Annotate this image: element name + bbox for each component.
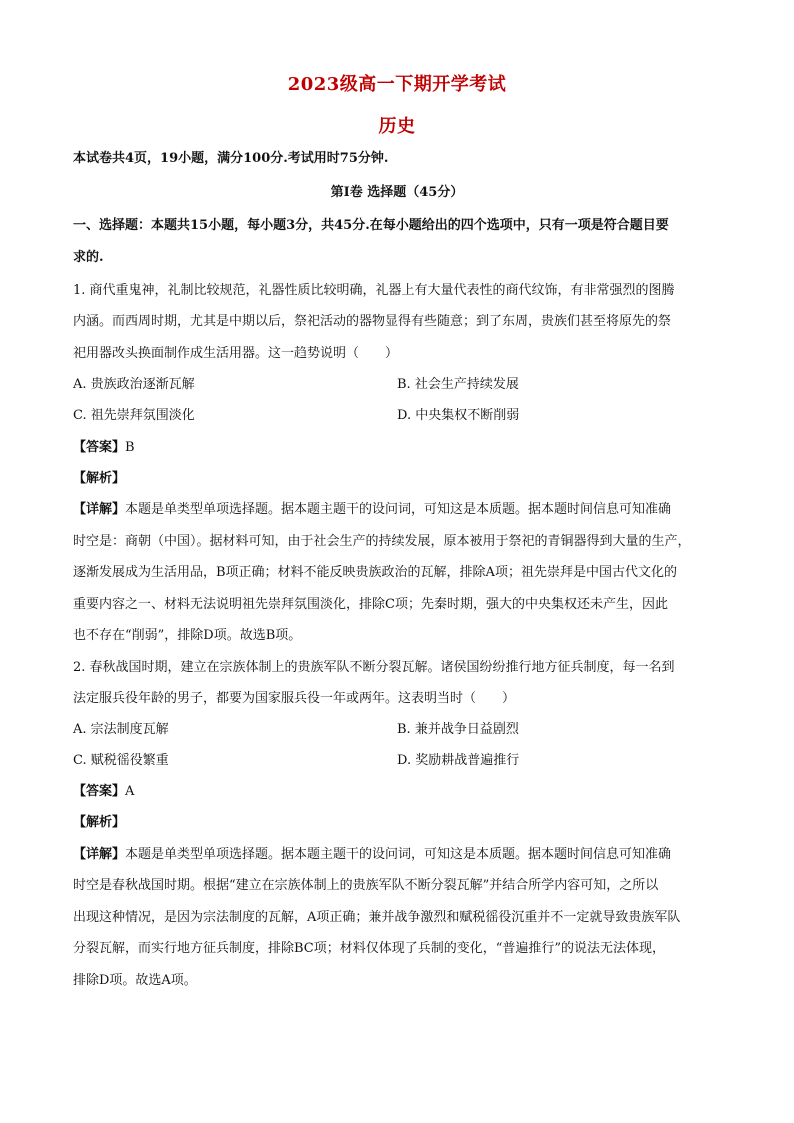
q2-analysis-tag: 【解析】 bbox=[73, 815, 126, 830]
q2-option-d: D. 奖励耕战普遍推行 bbox=[397, 753, 520, 768]
q2-detail-line-3: 出现这种情况，是因为宗法制度的瓦解，A项正确；兼并战争激烈和赋税徭役沉重并不一定就导致贵族军队 bbox=[73, 910, 681, 925]
q2-detail-line-2: 时空是春秋战国时期。根据“建立在宗族体制上的贵族军队不断分裂瓦解”并结合所学内容可知，之所以 bbox=[73, 878, 659, 893]
q1-detail-line-1 bbox=[73, 501, 733, 519]
q1-detail-line-4: 重要内容之一、材料无法说明祖先崇拜氛围淡化，排除C项；先秦时期，强大的中央集权还未产生，因此 bbox=[73, 597, 668, 612]
q1-stem-line-1: 1. 商代重鬼神，礼制比较规范，礼器性质比较明确，礼器上有大量代表性的商代纹饰，有非常强烈的图腾 bbox=[73, 283, 675, 298]
q2-option-b: B. 兼并战争日益剧烈 bbox=[397, 722, 519, 737]
q1-option-b: B. 社会生产持续发展 bbox=[397, 377, 519, 392]
q2-stem-line-1: 2. 春秋战国时期，建立在宗族体制上的贵族军队不断分裂瓦解。诸侯国纷纷推行地方征兵制度，每一名到 bbox=[73, 660, 675, 675]
instruction-line-2: 求的. bbox=[73, 250, 104, 265]
detail-tag: 【详解】 bbox=[73, 502, 126, 517]
q2-answer bbox=[73, 783, 733, 801]
q2-stem-line-2: 法定服兵役年龄的男子，都要为国家服兵役一年或两年。这表明当时（ ） bbox=[73, 691, 516, 706]
answer-value: A bbox=[125, 784, 135, 799]
q1-answer bbox=[73, 439, 733, 457]
q1-analysis-tag: 【解析】 bbox=[73, 471, 126, 486]
detail-tag: 【详解】 bbox=[73, 847, 126, 862]
answer-tag: 【答案】 bbox=[73, 440, 126, 455]
instruction-line-1: 一、选择题：本题共15小题，每小题3分，共45分.在每小题给出的四个选项中，只有一项是符合题目要 bbox=[73, 218, 669, 233]
q1-option-a: A. 贵族政治逐渐瓦解 bbox=[73, 377, 195, 392]
detail-text: 本题是单类型单项选择题。据本题主题干的设问词，可知这是本质题。据本题时间信息可知准确 bbox=[125, 847, 672, 862]
q1-detail-line-5: 也不存在“削弱”，排除D项。故选B项。 bbox=[73, 628, 302, 643]
section-title: 第Ⅰ卷 选择题（45分） bbox=[330, 185, 464, 200]
exam-title: 2023级高一下期开学考试 bbox=[287, 74, 507, 95]
q2-option-a: A. 宗法制度瓦解 bbox=[73, 722, 169, 737]
q1-detail-line-3: 逐渐发展成为生活用品，B项正确；材料不能反映贵族政治的瓦解，排除A项；祖先崇拜是中国古代文化的 bbox=[73, 565, 677, 580]
q1-stem-line-3: 祀用器改头换面制作成生活用器。这一趋势说明（ ） bbox=[73, 346, 399, 361]
q2-detail-line-1 bbox=[73, 846, 733, 864]
q1-option-c: C. 祖先崇拜氛围淡化 bbox=[73, 408, 195, 423]
q2-option-c: C. 赋税徭役繁重 bbox=[73, 753, 169, 768]
answer-tag: 【答案】 bbox=[73, 784, 126, 799]
q2-detail-line-5: 排除D项。故选A项。 bbox=[73, 973, 197, 988]
q2-detail-line-4: 分裂瓦解，而实行地方征兵制度，排除BC项；材料仅体现了兵制的变化，“普遍推行”的说法无法体现， bbox=[73, 941, 666, 956]
q1-detail-line-2: 时空是：商朝（中国）。据材料可知，由于社会生产的持续发展，原本被用于祭祀的青铜器得到大量的生产， bbox=[73, 534, 691, 549]
q1-option-d: D. 中央集权不断削弱 bbox=[397, 408, 520, 423]
subject-title: 历史 bbox=[378, 116, 416, 137]
detail-text: 本题是单类型单项选择题。据本题主题干的设问词，可知这是本质题。据本题时间信息可知准确 bbox=[125, 502, 672, 517]
exam-info: 本试卷共4页，19小题，满分100分.考试用时75分钟. bbox=[73, 151, 389, 166]
q1-stem-line-2: 内涵。而西周时期，尤其是中期以后，祭祀活动的器物显得有些随意；到了东周，贵族们甚至将原先的祭 bbox=[73, 314, 672, 329]
answer-value: B bbox=[125, 440, 135, 455]
